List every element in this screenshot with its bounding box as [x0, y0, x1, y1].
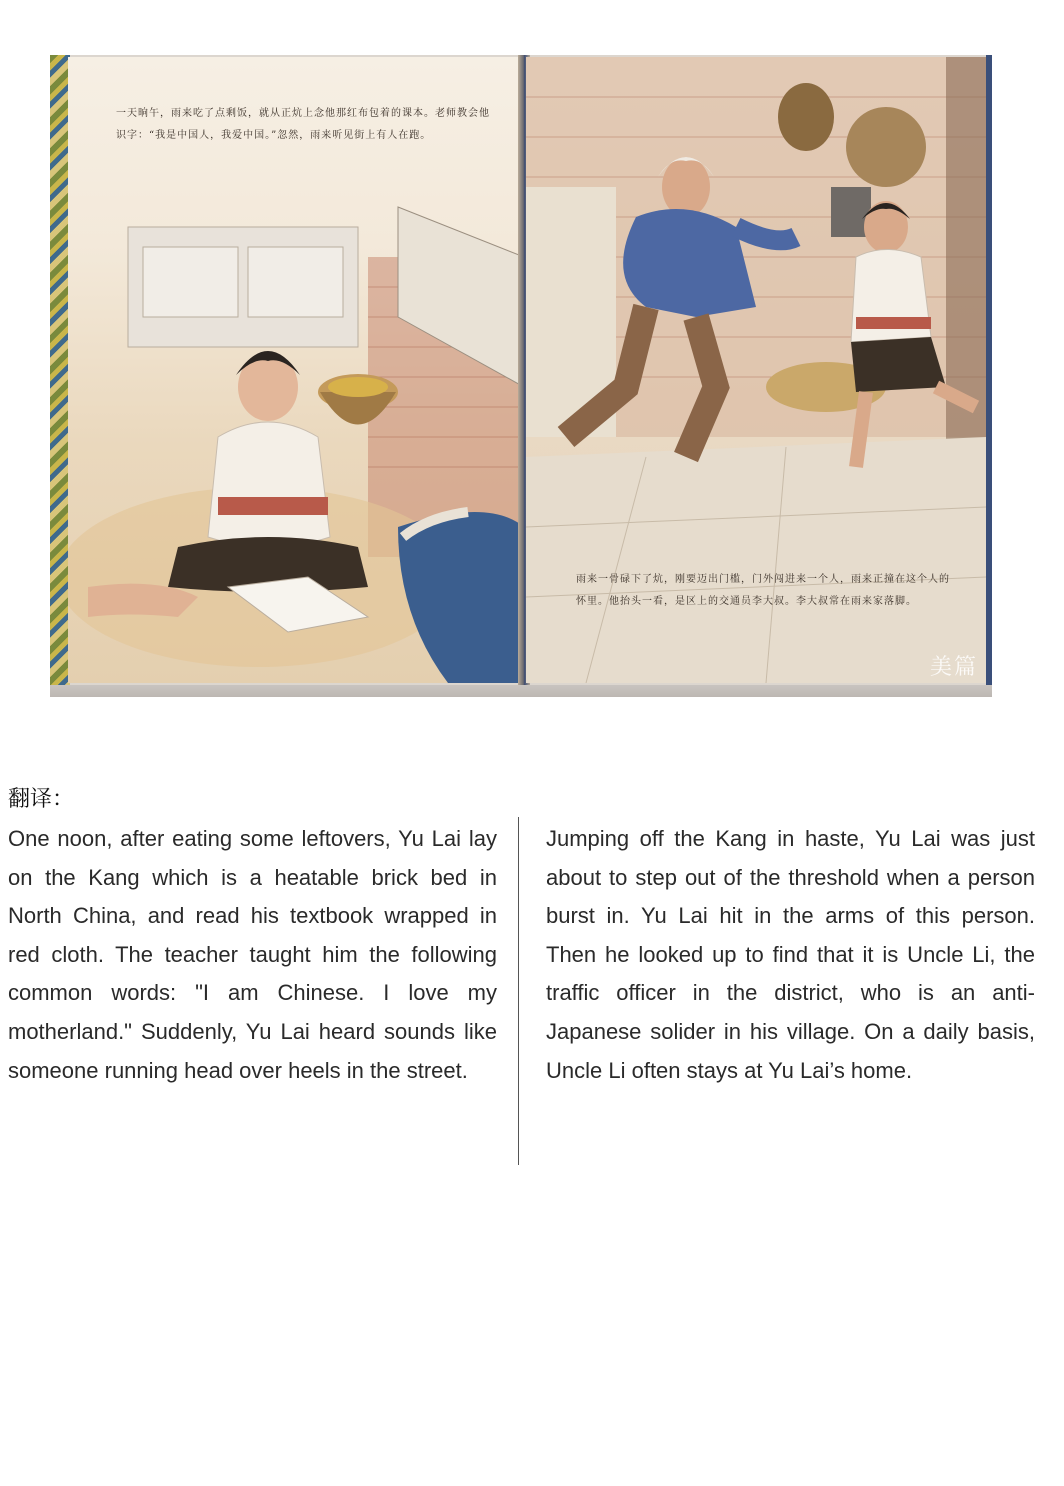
- book-cover-edge: [50, 55, 70, 695]
- column-divider: [518, 817, 519, 1165]
- book-spread-illustration: [50, 55, 992, 697]
- right-page: [526, 57, 986, 683]
- translation-heading: 翻译：: [8, 787, 75, 812]
- left-page-text: 一天晌午，雨来吃了点剩饭，就从正炕上念他那红布包着的课本。老师教会他识字：“我是中国人，我爱中国。”忽然，雨来听见街上有人在跑。: [116, 108, 490, 141]
- right-page-text: 雨来一骨碌下了炕，刚要迈出门槛，门外闯进来一个人，雨来正撞在这个人的怀里。他抬头一看，是区上的交通员李大叔。李大叔常在雨来家落脚。: [576, 574, 950, 607]
- left-page-artwork: [68, 57, 524, 683]
- book-bottom-edge: [50, 685, 992, 697]
- translation-left-paragraph: One noon, after eating some leftovers, Yu Lai lay on the Kang which is a heatable brick bed in North China, and read his textbook wrapped in red cloth. The teacher taught him the following common words: "I am Chinese. I love my motherland." Suddenly, Yu Lai heard sounds like someone running head over heels in the street.: [8, 826, 497, 1083]
- book-cover-edge-right: [986, 55, 992, 695]
- watermark-logo: 美篇: [929, 655, 978, 680]
- left-page: [68, 57, 524, 683]
- translation-right-paragraph: Jumping off the Kang in haste, Yu Lai was just about to step out of the threshold when a person burst in. Yu Lai hit in the arms of this person. Then he looked up to find that it is Uncle Li, the traffic officer in the district, who is an anti-Japanese solider in his village. On a daily basis, Uncle Li often stays at Yu Lai’s home.: [546, 826, 1035, 1083]
